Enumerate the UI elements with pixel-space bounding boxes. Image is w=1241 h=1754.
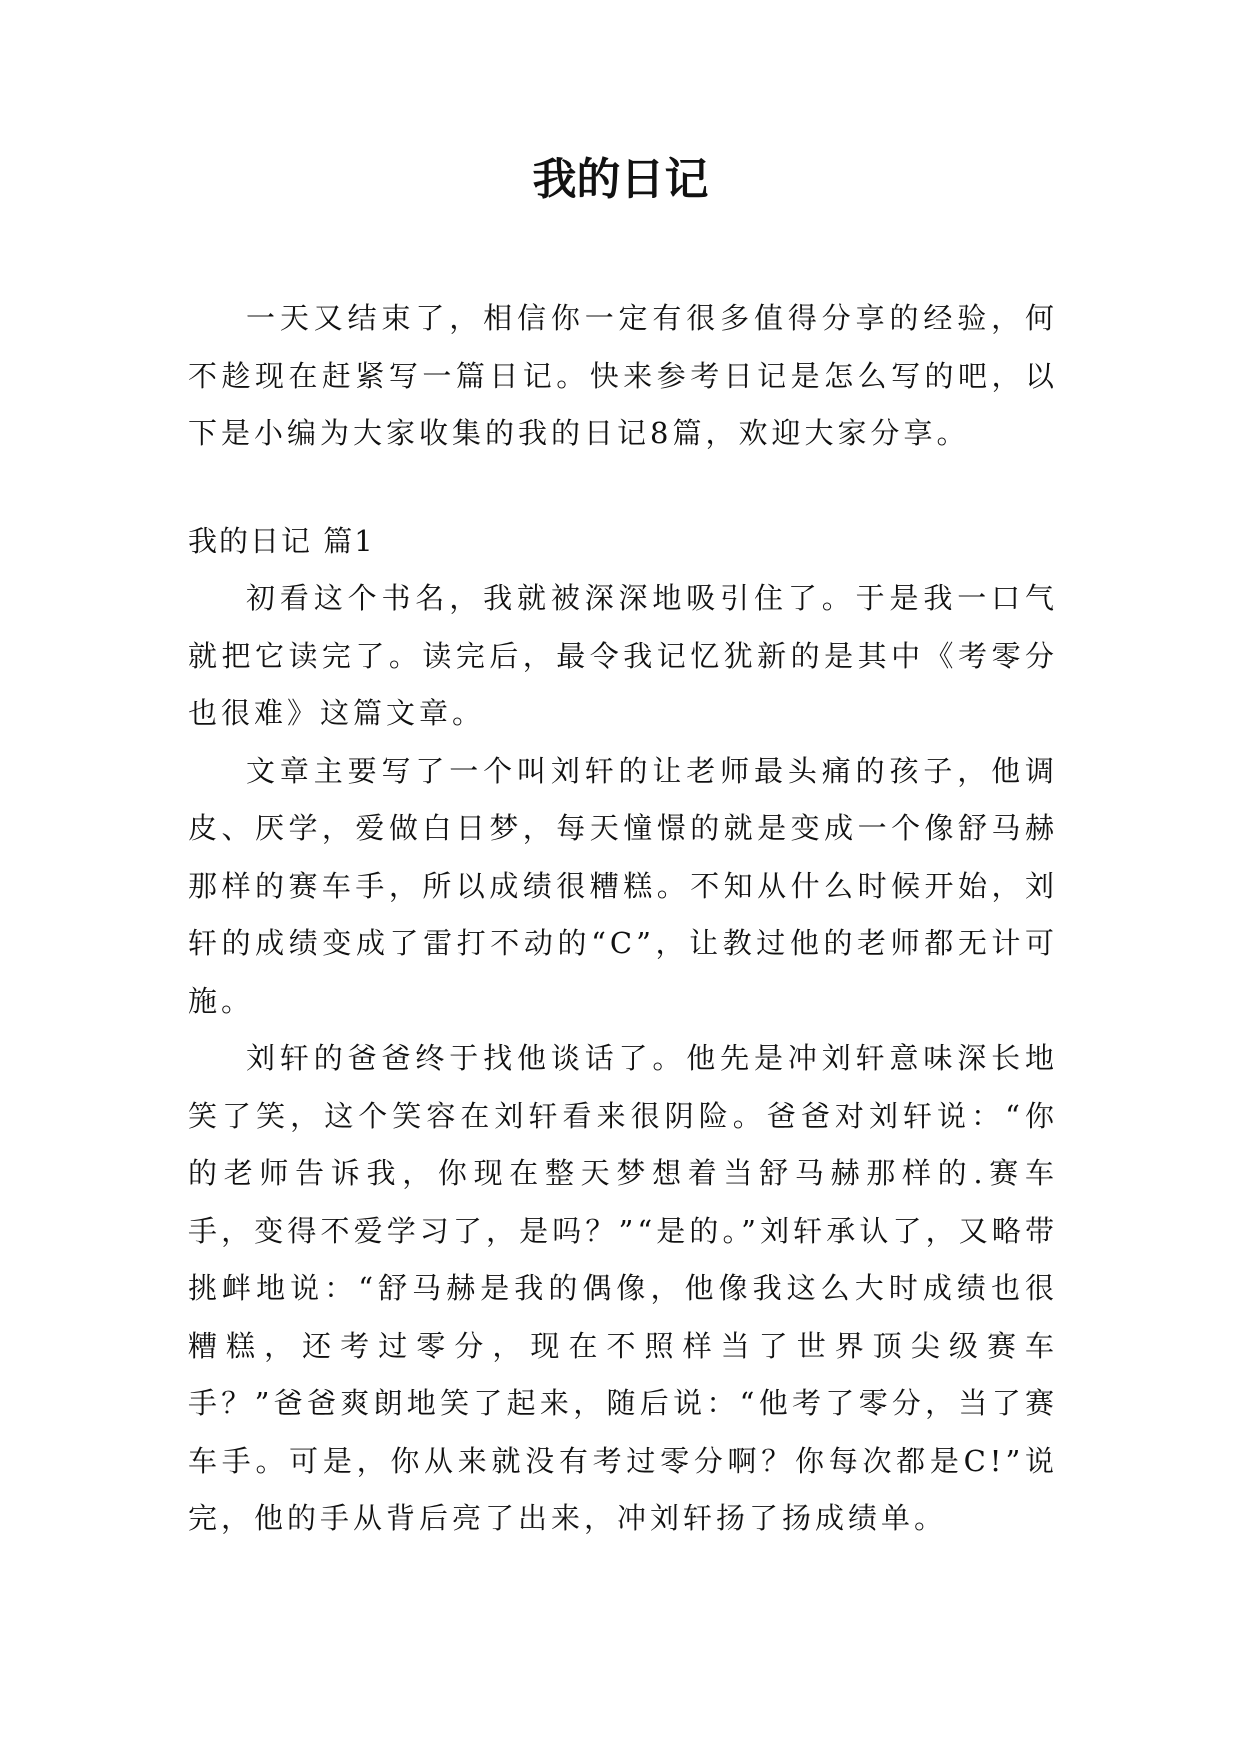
document-body [188, 290, 1058, 1548]
body-paragraph-3: 刘轩的爸爸终于找他谈话了。他先是冲刘轩意味深长地笑了笑，这个笑容在刘轩看来很阴险。爸爸对刘轩说：“你的老师告诉我，你现在整天梦想着当舒马赫那样的.赛车手，变得不爱学习了，是吗？”“是的。”刘轩承认了，又略带挑衅地说：“舒马赫是我的偶像，他像我这么大时成绩也很糟糕，还考过零分，现在不照样当了世界顶尖级赛车手？”爸爸爽朗地笑了起来，随后说：“他考了零分，当了赛车手。可是，你从来就没有考过零分啊？你每次都是C!”说完，他的手从背后亮了出来，冲刘轩扬了扬成绩单。 [188, 1041, 1058, 1535]
intro-paragraph: 一天又结束了，相信你一定有很多值得分享的经验，何不趁现在赶紧写一篇日记。快来参考日记是怎么写的吧，以下是小编为大家收集的我的日记8篇，欢迎大家分享。 [188, 301, 1058, 450]
body-paragraph-1: 初看这个书名，我就被深深地吸引住了。于是我一口气就把它读完了。读完后，最令我记忆犹新的是其中《考零分也很难》这篇文章。 [188, 581, 1058, 730]
document-title: 我的日记 [532, 154, 709, 205]
section-heading: 我的日记 篇1 [188, 523, 375, 558]
body-paragraph-2: 文章主要写了一个叫刘轩的让老师最头痛的孩子，他调皮、厌学，爱做白日梦，每天憧憬的就是变成一个像舒马赫那样的赛车手，所以成绩很糟糕。不知从什么时候开始，刘轩的成绩变成了雷打不动的“C”，让教过他的老师都无计可施。 [188, 753, 1058, 1018]
